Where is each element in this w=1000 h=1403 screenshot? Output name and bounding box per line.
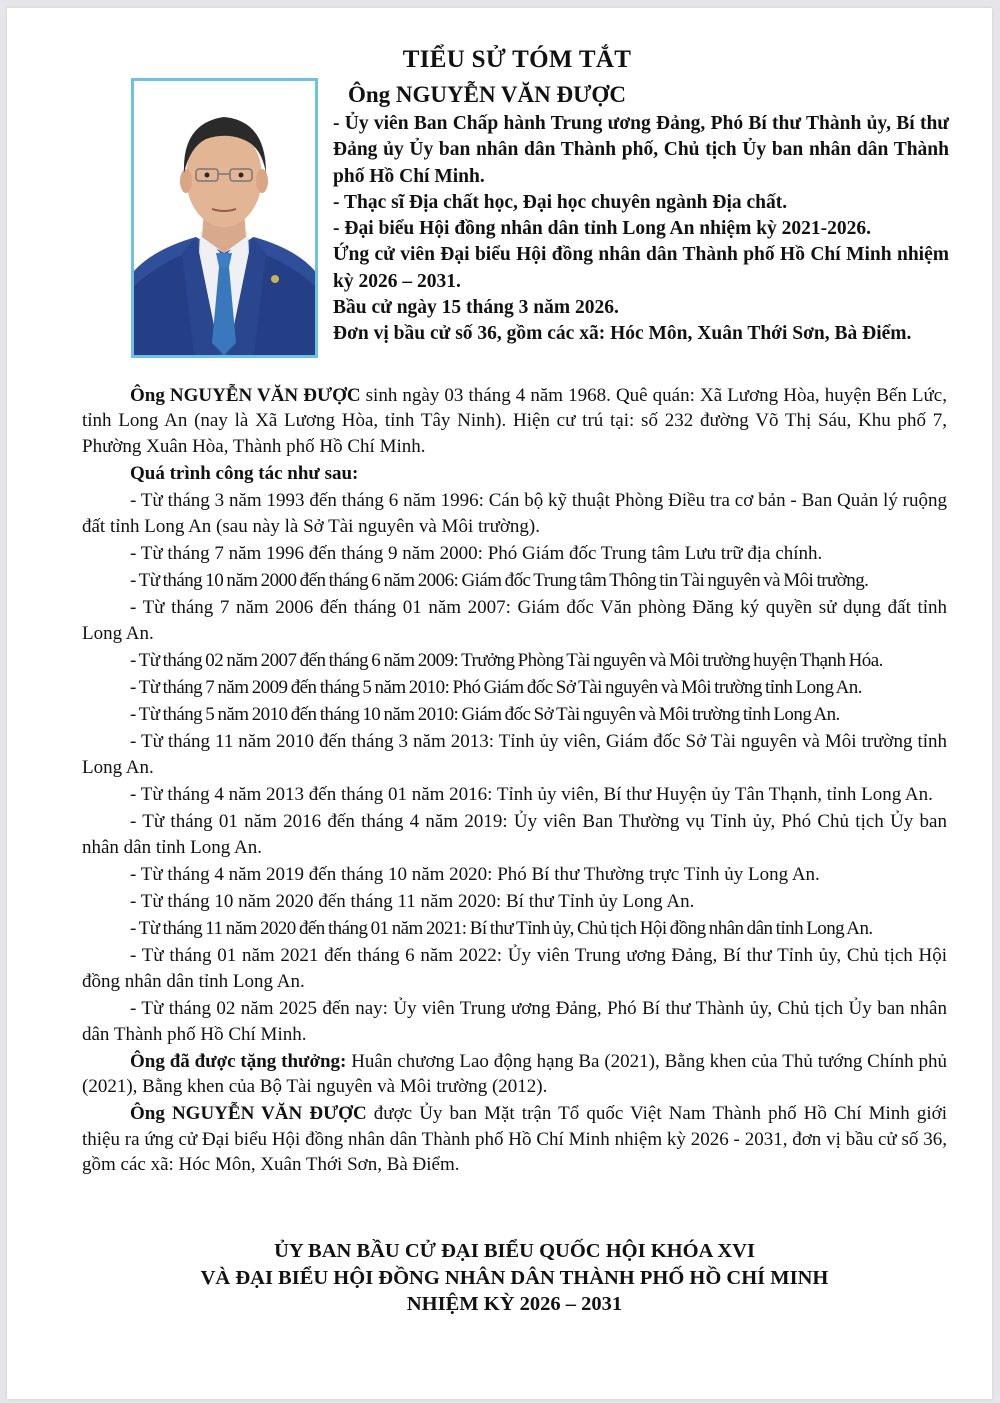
portrait-illustration-icon <box>134 81 315 355</box>
career-heading: Quá trình công tác như sau: <box>130 463 359 485</box>
nomination-name: Ông NGUYỄN VĂN ĐƯỢC <box>130 1103 367 1125</box>
career-item: - Từ tháng 7 năm 1996 đến tháng 9 năm 2000: Phó Giám đốc Trung tâm Lưu trữ địa chính. <box>130 542 823 564</box>
awards-label: Ông đã được tặng thưởng: <box>130 1050 347 1072</box>
intro-name: Ông NGUYỄN VĂN ĐƯỢC <box>130 385 361 406</box>
career-item: - Từ tháng 11 năm 2020 đến tháng 01 năm 2021: Bí thư Tỉnh ủy, Chủ tịch Hội đồng nhân dân tỉnh Long An. <box>130 918 873 940</box>
candidate-summary <box>333 111 949 348</box>
footer-line: ỦY BAN BẦU CỬ ĐẠI BIỂU QUỐC HỘI KHÓA XVI <box>274 1240 755 1262</box>
career-item: - Từ tháng 10 năm 2020 đến tháng 11 năm 2020: Bí thư Tỉnh ủy Long An. <box>130 891 695 913</box>
summary-line: - Ủy viên Ban Chấp hành Trung ương Đảng, Phó Bí thư Thành ủy, Bí thư Đảng ủy Ủy ban nhân dân Thành phố, Chủ tịch Ủy ban nhân dân Thành phố Hồ Chí Minh. <box>333 113 949 187</box>
career-item: - Từ tháng 02 năm 2025 đến nay: Ủy viên Trung ương Đảng, Phó Bí thư Thành ủy, Chủ tịch Ủy ban nhân dân Thành phố Hồ Chí Minh. <box>82 998 947 1045</box>
awards-paragraph <box>82 1049 947 1100</box>
career-item: - Từ tháng 4 năm 2013 đến tháng 01 năm 2016: Tỉnh ủy viên, Bí thư Huyện ủy Tân Thạnh, tỉnh Long An. <box>130 784 933 806</box>
career-item: - Từ tháng 7 năm 2009 đến tháng 5 năm 2010: Phó Giám đốc Sở Tài nguyên và Môi trường tỉnh Long An. <box>130 677 862 699</box>
career-item: - Từ tháng 3 năm 1993 đến tháng 6 năm 1996: Cán bộ kỹ thuật Phòng Điều tra cơ bản - Ban Quản lý ruộng đất tỉnh Long An (sau này là Sở Tài nguyên và Môi trường). <box>82 490 947 537</box>
intro-text: sinh ngày 03 tháng 4 năm 1968. Quê quán: Xã Lương Hòa, huyện Bến Lức, tỉnh Long An (nay là Xã Lương Hòa, tỉnh Tây Ninh). Hiện cư trú tại: số 232 đường Võ Thị Sáu, Khu phố 7, Phường Xuân Hòa, Thành phố Hồ Chí Minh. <box>82 385 947 457</box>
career-item: - Từ tháng 01 năm 2021 đến tháng 6 năm 2022: Ủy viên Trung ương Đảng, Bí thư Tỉnh ủy, Chủ tịch Hội đồng nhân dân tỉnh Long An. <box>82 945 947 992</box>
biography-body <box>82 383 947 1179</box>
awards-text: Huân chương Lao động hạng Ba (2021), Bằng khen của Thủ tướng Chính phủ (2021), Bằng khen của Bộ Tài nguyên và Môi trường (2012). <box>82 1050 947 1098</box>
career-item: - Từ tháng 10 năm 2000 đến tháng 6 năm 2006: Giám đốc Trung tâm Thông tin Tài nguyên và Môi trường. <box>130 570 869 592</box>
document-title: TIỂU SỬ TÓM TẮT <box>402 46 632 73</box>
career-item: - Từ tháng 11 năm 2010 đến tháng 3 năm 2013: Tỉnh ủy viên, Giám đốc Sở Tài nguyên và Môi trường tỉnh Long An. <box>82 731 947 778</box>
document-page <box>7 8 992 1399</box>
summary-line: Bầu cử ngày 15 tháng 3 năm 2026. <box>333 297 619 319</box>
footer-line: NHIỆM KỲ 2026 – 2031 <box>406 1293 623 1315</box>
election-committee-footer <box>82 1238 947 1318</box>
summary-line: - Thạc sĩ Địa chất học, Đại học chuyên ngành Địa chất. <box>333 191 788 213</box>
summary-line: Đơn vị bầu cử số 36, gồm các xã: Hóc Môn, Xuân Thới Sơn, Bà Điểm. <box>333 323 912 345</box>
intro-paragraph <box>82 383 947 459</box>
career-item: - Từ tháng 7 năm 2006 đến tháng 01 năm 2007: Giám đốc Văn phòng Đăng ký quyền sử dụng đất tỉnh Long An. <box>82 597 947 644</box>
nomination-text: được Ủy ban Mặt trận Tổ quốc Việt Nam Thành phố Hồ Chí Minh giới thiệu ra ứng cử Đại biểu Hội đồng nhân dân Thành phố Hồ Chí Minh nhiệm kỳ 2026 - 2031, đơn vị bầu cử số 36, gồm các xã: Hóc Môn, Xuân Thới Sơn, Bà Điểm. <box>82 1103 947 1176</box>
career-item: - Từ tháng 5 năm 2010 đến tháng 10 năm 2010: Giám đốc Sở Tài nguyên và Môi trường tỉnh Long An. <box>130 704 840 726</box>
nomination-paragraph <box>82 1101 947 1177</box>
summary-line: Ứng cử viên Đại biểu Hội đồng nhân dân Thành phố Hồ Chí Minh nhiệm kỳ 2026 – 2031. <box>333 244 949 292</box>
career-item: - Từ tháng 02 năm 2007 đến tháng 6 năm 2009: Trưởng Phòng Tài nguyên và Môi trường huyện Thạnh Hóa. <box>130 649 883 671</box>
portrait-photo <box>131 78 318 358</box>
candidate-name-heading: Ông NGUYỄN VĂN ĐƯỢC <box>348 82 626 107</box>
career-item: - Từ tháng 4 năm 2019 đến tháng 10 năm 2020: Phó Bí thư Thường trực Tỉnh ủy Long An. <box>130 863 820 885</box>
summary-line: - Đại biểu Hội đồng nhân dân tỉnh Long An nhiệm kỳ 2021-2026. <box>333 218 872 240</box>
career-item: - Từ tháng 01 năm 2016 đến tháng 4 năm 2019: Ủy viên Ban Thường vụ Tỉnh ủy, Phó Chủ tịch Ủy ban nhân dân tỉnh Long An. <box>82 811 947 858</box>
footer-line: VÀ ĐẠI BIỂU HỘI ĐỒNG NHÂN DÂN THÀNH PHỐ HỒ CHÍ MINH <box>200 1266 829 1289</box>
